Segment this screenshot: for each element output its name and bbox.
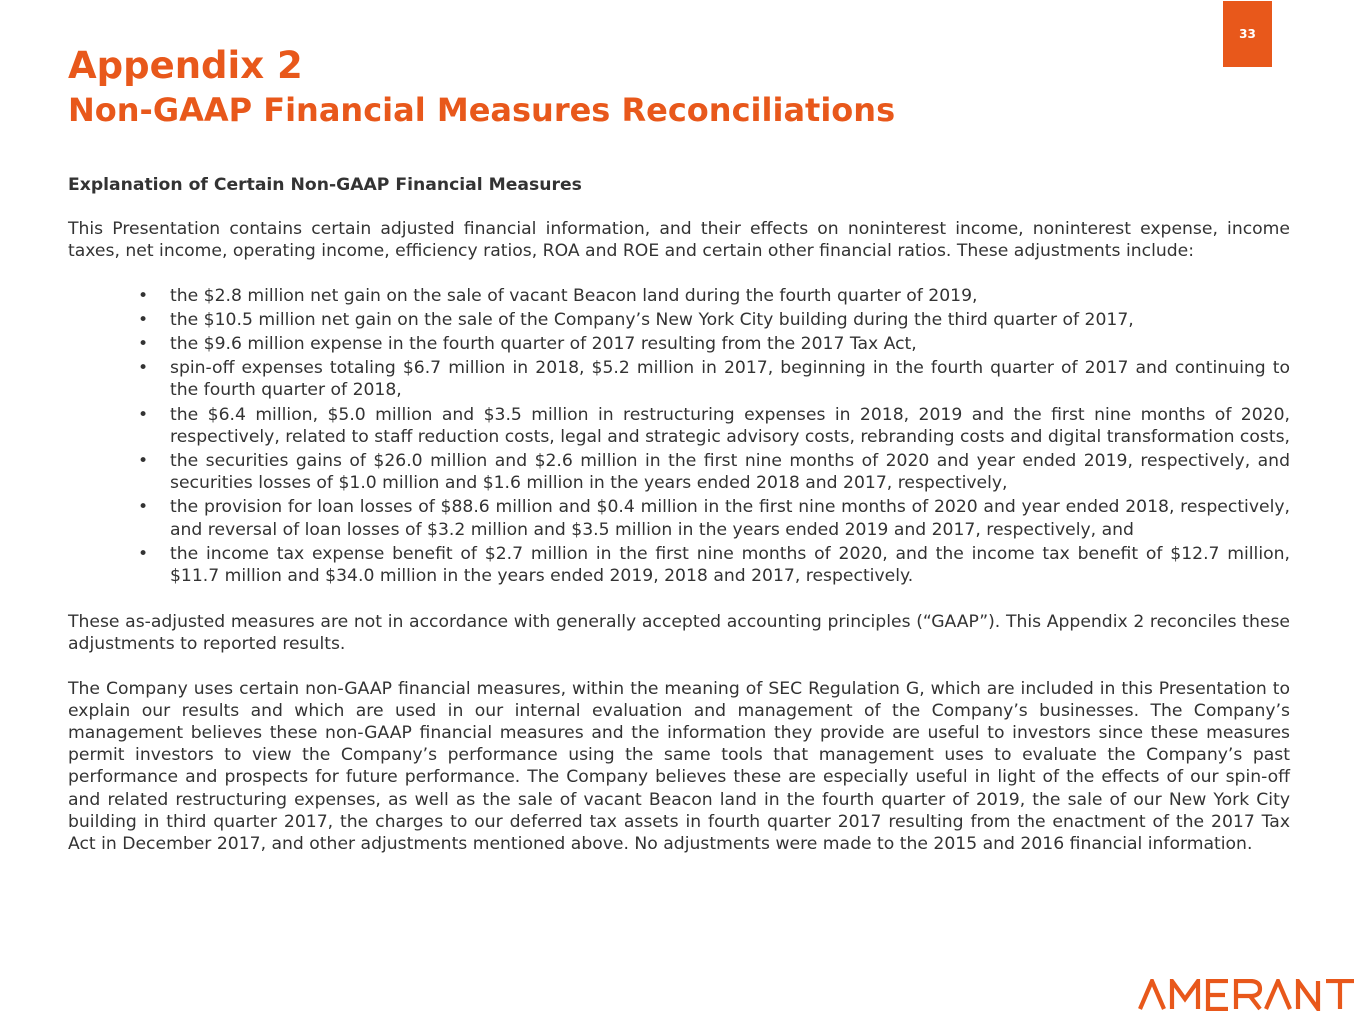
amerant-logo: [1138, 979, 1358, 1011]
intro-paragraph: This Presentation contains certain adjusted financial information, and their effects on noninterest income, noninterest expense, income taxes, net income, operating income, efficiency ratios, ROA and ROE and certain other financial ratios. These adjustments include:: [68, 219, 1290, 262]
list-item: • the income tax expense benefit of $2.7 million in the first nine months of 2020, and the income tax benefit of $12.7 million, $11.7 million and $34.0 million in the years ended 2019, 2018 and 2017, respectively.: [170, 543, 1290, 587]
page-number-badge: [1223, 1, 1272, 67]
usage-paragraph: The Company uses certain non-GAAP financial measures, within the meaning of SEC Regulation G, which are included in this Presentation to explain our results and which are used in our internal evaluation and management of the Company’s businesses. The Company’s management believes these non-GAAP financial measures and the information they provide are useful to investors since these measures permit investors to view the Company’s performance using the same tools that management uses to evaluate the Company’s past performance and prospects for future performance. The Company believes these are especially useful in light of the effects of our spin-off and related restructuring expenses, as well as the sale of vacant Beacon land in the fourth quarter of 2019, the sale of our New York City building in third quarter 2017, the charges to our deferred tax assets in fourth quarter 2017 resulting from the enactment of the 2017 Tax Act in December 2017, and other adjustments mentioned above. No adjustments were made to the 2015 and 2016 financial information.: [68, 678, 1290, 855]
list-item: • the $9.6 million expense in the fourth quarter of 2017 resulting from the 2017 Tax Act,: [170, 333, 1290, 355]
list-item: • the securities gains of $26.0 million and $2.6 million in the first nine months of 2020 and year ended 2019, respectively, and securities losses of $1.0 million and $1.6 million in the years ended 2018 and 2017, respectively,: [170, 450, 1290, 494]
gaap-paragraph: These as-adjusted measures are not in accordance with generally accepted accounting principles (“GAAP”). This Appendix 2 reconciles these adjustments to reported results.: [68, 612, 1290, 655]
page-title: Appendix 2: [68, 44, 303, 87]
page-number: 33: [1239, 27, 1256, 41]
list-item: • the $10.5 million net gain on the sale of the Company’s New York City building during the third quarter of 2017,: [170, 309, 1290, 331]
list-item: • the $6.4 million, $5.0 million and $3.5 million in restructuring expenses in 2018, 2019 and the first nine months of 2020, respectively, related to staff reduction costs, legal and strategic advisory costs, rebranding costs and digital transformation costs,: [170, 404, 1290, 448]
list-item: • the $2.8 million net gain on the sale of vacant Beacon land during the fourth quarter of 2019,: [170, 285, 1290, 307]
adjustments-list: [68, 285, 1290, 588]
page-subtitle: Non-GAAP Financial Measures Reconciliations: [68, 91, 896, 129]
logo-text: AMERANT: [1138, 979, 1143, 980]
list-item: • the provision for loan losses of $88.6 million and $0.4 million in the first nine months of 2020 and year ended 2018, respectively, and reversal of loan losses of $3.2 million and $3.5 million in the years ended 2019 and 2017, respectively, and: [170, 496, 1290, 540]
list-item: • spin-off expenses totaling $6.7 million in 2018, $5.2 million in 2017, beginning in the fourth quarter of 2017 and continuing to the fourth quarter of 2018,: [170, 357, 1290, 401]
document-body: [68, 174, 1290, 855]
section-heading: Explanation of Certain Non-GAAP Financial Measures: [68, 175, 582, 195]
